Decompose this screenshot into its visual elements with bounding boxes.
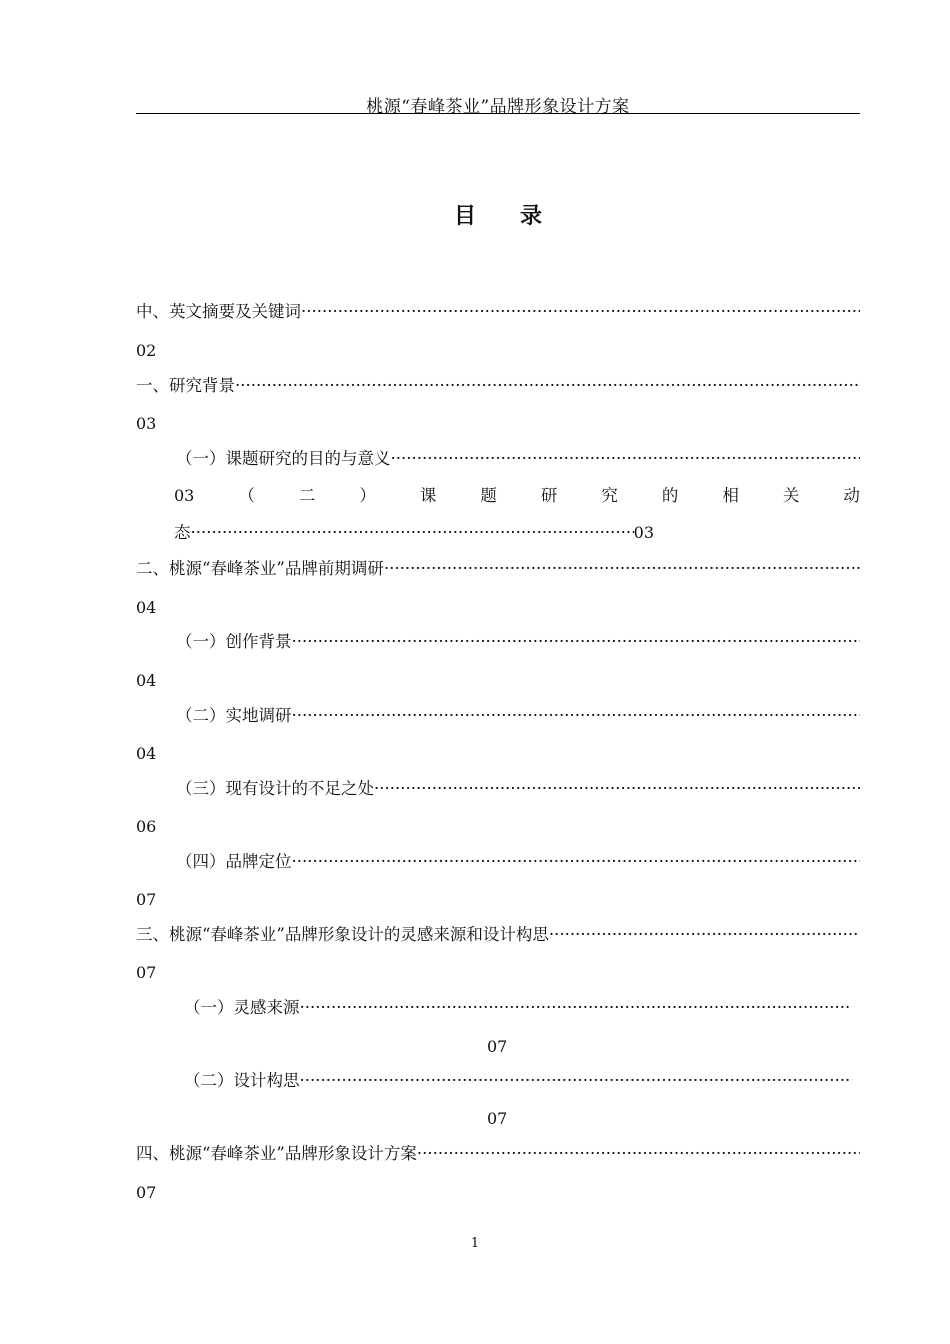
page-number: 1: [470, 1236, 480, 1251]
label-char: 课: [419, 486, 437, 505]
toc-entry-page: 07: [136, 963, 157, 982]
label-char: 题: [480, 486, 497, 505]
toc-entry-page: 02: [136, 341, 157, 360]
toc-entry-label: 四、桃源“春峰茶业”品牌形象设计方案: [136, 1144, 417, 1163]
toc-entry-section-2-1[interactable]: [176, 631, 860, 653]
toc-entry-label: 一、研究背景: [136, 376, 235, 395]
dot-leader: [417, 1143, 860, 1165]
toc-entry-label: （二）设计构思: [184, 1071, 300, 1090]
label-char: 究: [601, 486, 618, 505]
toc-entry-section-1-1[interactable]: [176, 448, 860, 470]
toc-entry-label: （一）灵感来源: [184, 998, 300, 1017]
dot-leader: [191, 522, 634, 544]
toc-entry-section-1[interactable]: [136, 375, 860, 397]
dot-leader: [292, 851, 861, 873]
toc-entry-page: 04: [136, 744, 157, 763]
dot-leader: [300, 1070, 853, 1092]
toc-entry-page: 06: [136, 817, 157, 836]
dot-leader: [292, 631, 861, 653]
toc-entry-section-1-2[interactable]: [174, 485, 860, 507]
dot-leader: [301, 301, 860, 323]
label-char: ）: [359, 486, 376, 505]
toc-entry-label: （三）现有设计的不足之处: [176, 779, 374, 798]
toc-entry-section-2[interactable]: [136, 558, 860, 580]
toc-entry-label: （一）课题研究的目的与意义: [176, 449, 391, 468]
toc-entry-label: 三、桃源“春峰茶业”品牌形象设计的灵感来源和设计构思: [136, 925, 549, 944]
label-char: 相: [722, 486, 739, 505]
toc-entry-page: 03: [633, 523, 654, 542]
dot-leader: [235, 375, 860, 397]
dot-leader: [391, 448, 861, 470]
dot-leader: [374, 778, 860, 800]
toc-entry-section-3-1[interactable]: [184, 997, 852, 1019]
toc-entry-page: 07: [487, 1037, 508, 1056]
label-char: 的: [661, 486, 679, 505]
dot-leader: [300, 997, 853, 1019]
toc-entry-section-4[interactable]: [136, 1143, 860, 1165]
toc-entry-label: 二、桃源“春峰茶业”品牌前期调研: [136, 559, 384, 578]
label-char: 研: [540, 486, 558, 505]
toc-entry-page: 07: [136, 1183, 157, 1202]
label-char: 关: [782, 486, 800, 505]
toc-entry-page: 04: [136, 671, 157, 690]
toc-entry-label: 中、英文摘要及关键词: [136, 302, 301, 321]
toc-entry-page: 03: [136, 414, 157, 433]
toc-title: 目录: [453, 203, 586, 229]
header-divider: [136, 113, 860, 114]
toc-entry-page: 07: [487, 1109, 508, 1128]
toc-entry-section-3[interactable]: [136, 924, 860, 946]
toc-entry-label: （二）实地调研: [176, 706, 292, 725]
dot-leader: [384, 558, 860, 580]
label-char: 二: [298, 486, 316, 505]
dot-leader: [292, 705, 861, 727]
toc-entry-label: （四）品牌定位: [176, 852, 292, 871]
toc-entry-abstract[interactable]: [136, 301, 860, 323]
toc-entry-label-tail: 态: [174, 523, 191, 542]
label-char: 动: [843, 486, 860, 505]
label-char: （: [238, 486, 255, 505]
toc-entry-section-3-2[interactable]: [184, 1070, 852, 1092]
toc-entry-section-2-3[interactable]: [176, 778, 860, 800]
toc-entry-page: 04: [136, 598, 157, 617]
running-header: 桃源“春峰茶业”品牌形象设计方案: [366, 97, 630, 117]
toc-entry-section-2-4[interactable]: [176, 851, 860, 873]
toc-entry-section-2-2[interactable]: [176, 705, 860, 727]
toc-entry-page: 07: [136, 890, 157, 909]
toc-entry-section-1-2-cont[interactable]: [174, 522, 654, 544]
toc-entry-page: 03: [174, 486, 195, 505]
toc-entry-label: （一）创作背景: [176, 632, 292, 651]
dot-leader: [549, 924, 860, 946]
